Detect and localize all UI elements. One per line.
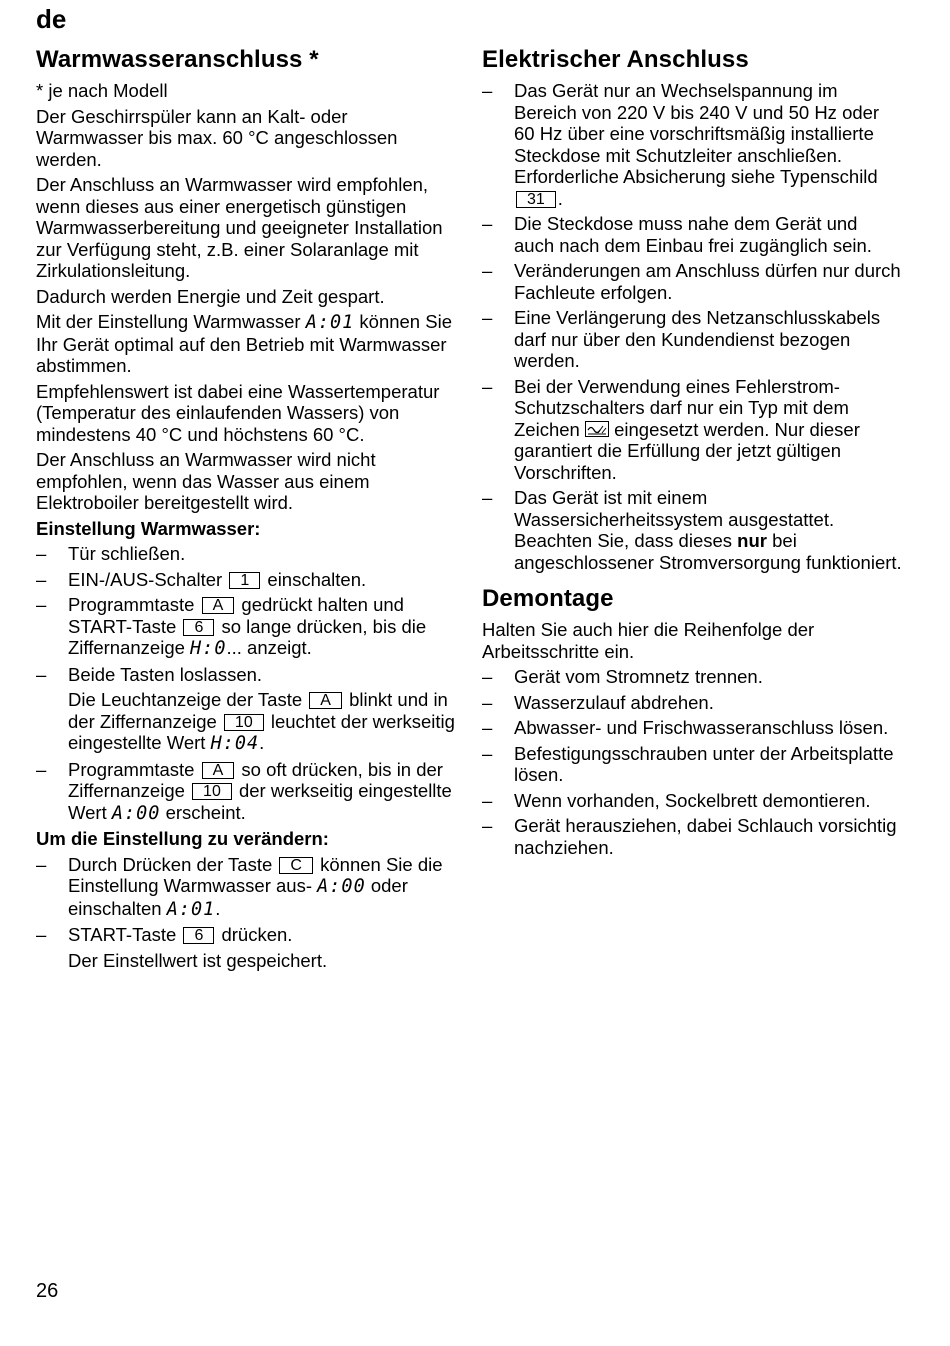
language-tag: de	[36, 4, 67, 34]
text: Wenn vorhanden, Sockelbrett demontieren.	[514, 789, 871, 811]
list-item: – Gerät vom Stromnetz trennen.	[482, 666, 763, 687]
footnote: * je nach Modell	[36, 80, 168, 101]
key-box: C	[279, 857, 313, 874]
text: START-Taste	[68, 924, 177, 945]
text: Programmtaste	[68, 758, 195, 780]
text: Beide Tasten loslassen.	[68, 663, 263, 685]
key-box: 6	[183, 619, 214, 636]
list-item: – Gerät herausziehen, dabei Schlauch vorsichtig nachziehen.	[482, 815, 897, 858]
list-item: – Abwasser- und Frischwasseranschluss lösen.	[482, 717, 889, 738]
paragraph: Der Anschluss an Warmwasser wird nicht empfohlen, wenn das Wasser aus einem Elektroboiler bereitgestellt wird.	[36, 449, 376, 513]
paragraph: Halten Sie auch hier die Reihenfolge der Arbeitsschritte ein.	[482, 619, 815, 662]
text: bei angeschlossener Stromversorgung funktioniert.	[514, 530, 902, 573]
list-item: – Beide Tasten loslassen. Die Leuchtanzeige der Taste A blinkt und in der Ziffernanzeige 10 leuchtet der werkseitig eingestellte Wert H:04.	[36, 663, 455, 754]
display-code: A:01	[305, 312, 355, 333]
list-item: – Die Steckdose muss nahe dem Gerät und auch nach dem Einbau frei zugänglich sein.	[482, 213, 872, 256]
text: Das Gerät ist mit einem Wassersicherheitssystem ausgestattet. Beachten Sie, dass dieses	[514, 487, 835, 551]
list-item: – Befestigungsschrauben unter der Arbeitsplatte lösen.	[482, 742, 894, 785]
subheading-einstellung: Einstellung Warmwasser:	[36, 517, 261, 539]
page-number: 26	[36, 1280, 59, 1302]
key-box: 31	[516, 191, 556, 208]
text: leuchtet der werkseitig eingestellte Wert	[68, 710, 455, 753]
display-code: A:00	[111, 802, 161, 824]
emphasis: nur	[737, 530, 767, 551]
steps-list	[36, 543, 456, 824]
paragraph: Der Anschluss an Warmwasser wird empfohlen, wenn dieses aus einer energetisch günstigen Warmwasserbereitung und geeigneter Installation zur Verfügung steht, z.B. einer Solaranlage mit Zirkulationsleitung.	[36, 174, 443, 281]
text: können Sie Ihr Gerät optimal auf den Betrieb mit Warmwasser abstimmen.	[36, 311, 452, 376]
text: oder einschalten	[68, 875, 408, 919]
text: Programmtaste	[68, 594, 195, 615]
text: Gerät vom Stromnetz trennen.	[514, 666, 763, 687]
left-column	[36, 46, 456, 975]
text: Die Steckdose muss nahe dem Gerät und auch nach dem Einbau frei zugänglich sein.	[514, 213, 872, 256]
list-item: – Veränderungen am Anschluss dürfen nur durch Fachleute erfolgen.	[482, 260, 901, 303]
text: Eine Verlängerung des Netzanschlusskabels darf nur über den Kundendienst bezogen werden.	[514, 307, 881, 371]
paragraph: Der Geschirrspüler kann an Kalt- oder Warmwasser bis max. 60 °C angeschlossen werden.	[36, 105, 398, 170]
text: drücken.	[221, 924, 293, 945]
text: EIN-/AUS-Schalter	[68, 568, 223, 590]
list-item: – Tür schließen.	[36, 543, 186, 564]
text: Tür schließen.	[68, 543, 186, 564]
text: blinkt und in der Ziffernanzeige	[68, 689, 448, 732]
text: Das Gerät nur an Wechselspannung im Bereich von 220 V bis 240 V und 50 Hz oder 60 Hz über eine vorschriftsmäßig installierte Steckdose mit Schutzleiter anschließen. Erforderliche Absicherung siehe Typenschild	[514, 80, 880, 187]
key-box: 1	[229, 572, 260, 589]
section-title-demontage: Demontage	[482, 585, 614, 612]
paragraph: Dadurch werden Energie und Zeit gespart.	[36, 285, 385, 307]
text: erscheint.	[165, 801, 246, 823]
list-item: – Eine Verlängerung des Netzanschlusskabels darf nur über den Kundendienst bezogen werden.	[482, 307, 881, 371]
right-column	[482, 46, 902, 862]
items-list	[482, 666, 902, 858]
text: können Sie die Einstellung Warmwasser aus-	[68, 853, 443, 896]
list-item: – Wasserzulauf abdrehen.	[482, 691, 714, 713]
display-code: A:01	[166, 898, 216, 920]
items-list	[482, 80, 902, 573]
display-code: H:04	[210, 733, 260, 754]
key-box: 6	[183, 927, 214, 944]
rcd-symbol-icon	[585, 421, 609, 437]
list-item: – Das Gerät nur an Wechselspannung im Bereich von 220 V bis 240 V und 50 Hz oder 60 Hz über eine vorschriftsmäßig installierte Steckdose mit Schutzleiter anschließen. Erforderliche Absicherung siehe Typenschild 31 .	[482, 80, 880, 209]
steps-list	[36, 854, 456, 972]
text: so lange drücken, bis die Ziffernanzeige	[68, 615, 427, 658]
text: Durch Drücken der Taste	[68, 853, 273, 875]
text: Wasserzulauf abdrehen.	[514, 691, 714, 713]
text: .	[259, 732, 265, 753]
list-item: – Durch Drücken der Taste C können Sie die Einstellung Warmwasser aus- A:00 oder einschalten A:01.	[36, 853, 443, 920]
text: eingesetzt werden. Nur dieser garantiert die Erfüllung der jetzt gültigen Vorschriften.	[514, 418, 860, 483]
key-box: A	[202, 597, 235, 614]
text: Veränderungen am Anschluss dürfen nur durch Fachleute erfolgen.	[514, 260, 901, 303]
key-box: 10	[192, 783, 232, 800]
text: .	[557, 187, 563, 209]
display-code: H:0	[190, 638, 227, 659]
text: ... anzeigt.	[226, 637, 312, 658]
section-title-elektrisch: Elektrischer Anschluss	[482, 46, 749, 73]
text: der werkseitig eingestellte Wert	[68, 780, 452, 823]
text: Abwasser- und Frischwasseranschluss lösen.	[514, 717, 889, 738]
key-box: A	[202, 762, 235, 779]
list-item: – Programmtaste A so oft drücken, bis in der Ziffernanzeige 10 der werkseitig eingestellte Wert A:00 erscheint.	[36, 758, 452, 824]
paragraph	[36, 311, 456, 377]
key-box: A	[309, 692, 342, 709]
paragraph: Empfehlenswert ist dabei eine Wassertemperatur (Temperatur des einlaufenden Wassers) von mindestens 40 °C und höchstens 60 °C.	[36, 380, 440, 445]
key-box: 10	[224, 714, 264, 731]
list-item: – EIN-/AUS-Schalter 1 einschalten.	[36, 568, 367, 590]
text: einschalten.	[267, 568, 367, 590]
display-code: A:00	[317, 876, 366, 897]
paragraph	[68, 689, 456, 755]
text: so oft drücken, bis in der Ziffernanzeige	[68, 758, 443, 801]
text: Mit der Einstellung Warmwasser	[36, 311, 301, 332]
list-item: – START-Taste 6 drücken. Der Einstellwert ist gespeichert.	[36, 924, 456, 971]
list-item: – Bei der Verwendung eines Fehlerstrom-Schutzschalters darf nur ein Typ mit dem Zeichen eingesetzt werden. Nur dieser garantiert die Erfüllung der jetzt gültigen Vorschriften.	[482, 375, 860, 483]
list-item: – Das Gerät ist mit einem Wassersicherheitssystem ausgestattet. Beachten Sie, dass dieses nur bei angeschlossener Stromversorgung funktioniert.	[482, 487, 902, 573]
text: Gerät herausziehen, dabei Schlauch vorsichtig nachziehen.	[514, 815, 897, 858]
text: Die Leuchtanzeige der Taste	[68, 689, 303, 710]
text: Befestigungsschrauben unter der Arbeitsplatte lösen.	[514, 742, 894, 785]
text: Bei der Verwendung eines Fehlerstrom-Schutzschalters darf nur ein Typ mit dem Zeichen	[514, 375, 849, 440]
list-item: – Wenn vorhanden, Sockelbrett demontieren.	[482, 789, 871, 811]
subheading-veraendern: Um die Einstellung zu verändern:	[36, 828, 329, 849]
text: .	[215, 897, 221, 919]
list-item: – Programmtaste A gedrückt halten und START-Taste 6 so lange drücken, bis die Ziffernanzeige H:0... anzeigt.	[36, 594, 427, 659]
paragraph: Der Einstellwert ist gespeichert.	[68, 949, 328, 971]
text: gedrückt halten und START-Taste	[68, 594, 404, 637]
section-title-warmwasser: Warmwasseranschluss *	[36, 46, 319, 73]
